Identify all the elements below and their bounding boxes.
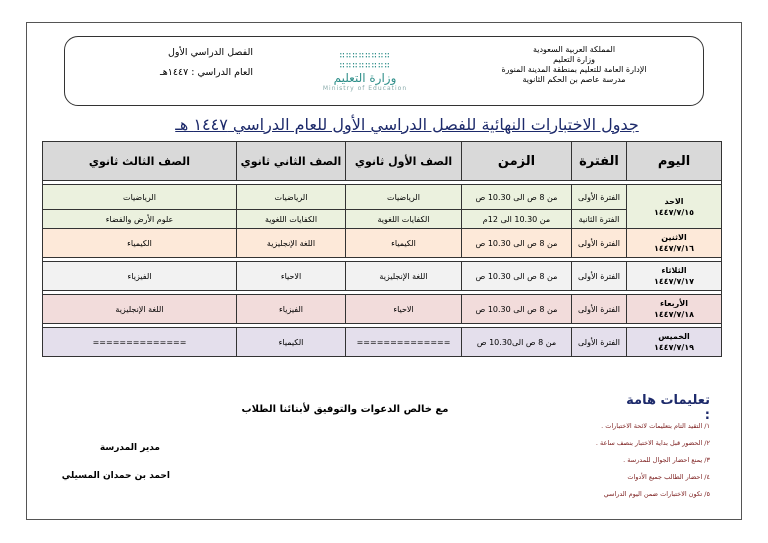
- instructions-list: [460, 418, 710, 503]
- grade-1-cell: ==============: [346, 328, 462, 357]
- day-name: الثلاثاء: [661, 266, 687, 275]
- header-grade-2: الصف الثاني ثانوي: [237, 142, 346, 181]
- logo-dots-icon: ∷∷∷∷∷∷∷∷: [339, 51, 391, 61]
- grade-2-cell: الفيزياء: [237, 295, 346, 324]
- period-cell: الفترة الأولى: [572, 185, 627, 210]
- time-cell: من 8 ص الى 10.30 ص: [462, 262, 572, 291]
- logo-arabic-text: وزارة التعليم: [333, 71, 397, 85]
- country-line: المملكة العربية السعودية: [532, 45, 616, 54]
- letterhead: [64, 36, 704, 106]
- logo-dots-icon-2: ∷∷∷∷∷∷∷∷: [339, 61, 391, 71]
- period-cell: الفترة الأولى: [572, 295, 627, 324]
- day-date: ١٤٤٧/٧/١٧: [653, 277, 695, 286]
- day-date: ١٤٤٧/٧/١٥: [653, 207, 695, 217]
- grade-1-cell: اللغة الإنجليزية: [346, 262, 462, 291]
- header-grade-3: الصف الثالث ثانوي: [43, 142, 237, 181]
- closing-wish: مع خالص الدعوات والتوفيق لأبنائنا الطلاب: [241, 404, 449, 415]
- day-name: الخميس: [658, 332, 690, 341]
- day-name: الأربعاء: [660, 299, 688, 308]
- grade-1-cell: الكيمياء: [346, 229, 462, 258]
- table-header-row: [43, 142, 722, 181]
- table-row: [43, 262, 722, 291]
- header-time: الزمن: [462, 142, 572, 181]
- period-cell: الفترة الثانية: [572, 210, 627, 229]
- page-title: جدول الاختبارات النهائية للفصل الدراسي الأول للعام الدراسي ١٤٤٧ هـ: [175, 115, 639, 134]
- grade-2-cell: الاحياء: [237, 262, 346, 291]
- signature-name: احمد بن حمدان المسيلي: [61, 471, 170, 481]
- day-cell: [627, 229, 722, 258]
- grade-3-cell: ==============: [43, 328, 237, 357]
- ministry-info: [459, 45, 689, 85]
- period-cell: الفترة الأولى: [572, 262, 627, 291]
- grade-1-cell: الرياضيات: [346, 185, 462, 210]
- school-line: مدرسة عاصم بن الحكم الثانوية: [522, 75, 626, 84]
- semester-label: الفصل الدراسي الأول: [168, 47, 253, 58]
- logo-english-text: Ministry of Education: [322, 85, 408, 92]
- time-cell: من 8 ص الى 10.30 ص: [462, 295, 572, 324]
- table-row: [43, 229, 722, 258]
- day-date: ١٤٤٧/٧/١٨: [653, 310, 695, 319]
- table-row: [43, 210, 722, 229]
- ministry-line: وزارة التعليم: [553, 55, 595, 64]
- day-cell: [627, 295, 722, 324]
- day-cell: [627, 262, 722, 291]
- table-row: [43, 328, 722, 357]
- time-cell: من 10.30 الى 12م: [462, 210, 572, 229]
- day-cell: [627, 185, 722, 229]
- instructions-title: تعليمات هامة :: [626, 393, 710, 423]
- grade-3-cell: علوم الأرض والفضاء: [43, 210, 237, 229]
- day-cell: [627, 328, 722, 357]
- grade-1-cell: الكفايات اللغوية: [346, 210, 462, 229]
- day-name: الاحد: [664, 196, 684, 206]
- table-row: [43, 295, 722, 324]
- grade-3-cell: اللغة الإنجليزية: [43, 295, 237, 324]
- grade-2-cell: الرياضيات: [237, 185, 346, 210]
- grade-1-cell: الاحياء: [346, 295, 462, 324]
- instruction-item: ٥/ تكون الاختبارات ضمن اليوم الدراسي: [603, 490, 710, 498]
- instruction-item: ٤/ احضار الطالب جميع الأدوات: [627, 473, 710, 481]
- grade-3-cell: الفيزياء: [43, 262, 237, 291]
- table-row: [43, 185, 722, 210]
- grade-2-cell: اللغة الإنجليزية: [237, 229, 346, 258]
- header-grade-1: الصف الأول ثانوي: [346, 142, 462, 181]
- time-cell: من 8 ص الى 10.30 ص: [462, 185, 572, 210]
- grade-2-cell: الكفايات اللغوية: [237, 210, 346, 229]
- day-name: الاثنين: [661, 233, 687, 242]
- grade-3-cell: الرياضيات: [43, 185, 237, 210]
- ministry-logo: [291, 51, 439, 91]
- instruction-item: ٣/ يمنع احضار الجوال للمدرسة .: [623, 456, 710, 464]
- time-cell: من 8 ص الى10.30 ص: [462, 328, 572, 357]
- day-date: ١٤٤٧/٧/١٦: [653, 244, 695, 253]
- instruction-item: ١/ التقيد التام بتعليمات لائحة الاختبارات .: [601, 422, 710, 430]
- instruction-item: ٢/ الحضور قبل بداية الاختبار بنصف ساعة .: [595, 439, 710, 447]
- period-cell: الفترة الأولى: [572, 328, 627, 357]
- exam-table: [42, 141, 722, 357]
- academic-year-label: العام الدراسي : ١٤٤٧هـ: [160, 67, 253, 78]
- grade-3-cell: الكيمياء: [43, 229, 237, 258]
- header-day: اليوم: [627, 142, 722, 181]
- period-cell: الفترة الأولى: [572, 229, 627, 258]
- signature-title: مدير المدرسة: [99, 443, 160, 453]
- directorate-line: الإدارة العامة للتعليم بمنطقة المدينة المنورة: [501, 65, 647, 74]
- time-cell: من 8 ص الى 10.30 ص: [462, 229, 572, 258]
- day-date: ١٤٤٧/٧/١٩: [653, 343, 695, 352]
- term-info: [83, 43, 253, 83]
- header-period: الفترة: [572, 142, 627, 181]
- grade-2-cell: الكيمياء: [237, 328, 346, 357]
